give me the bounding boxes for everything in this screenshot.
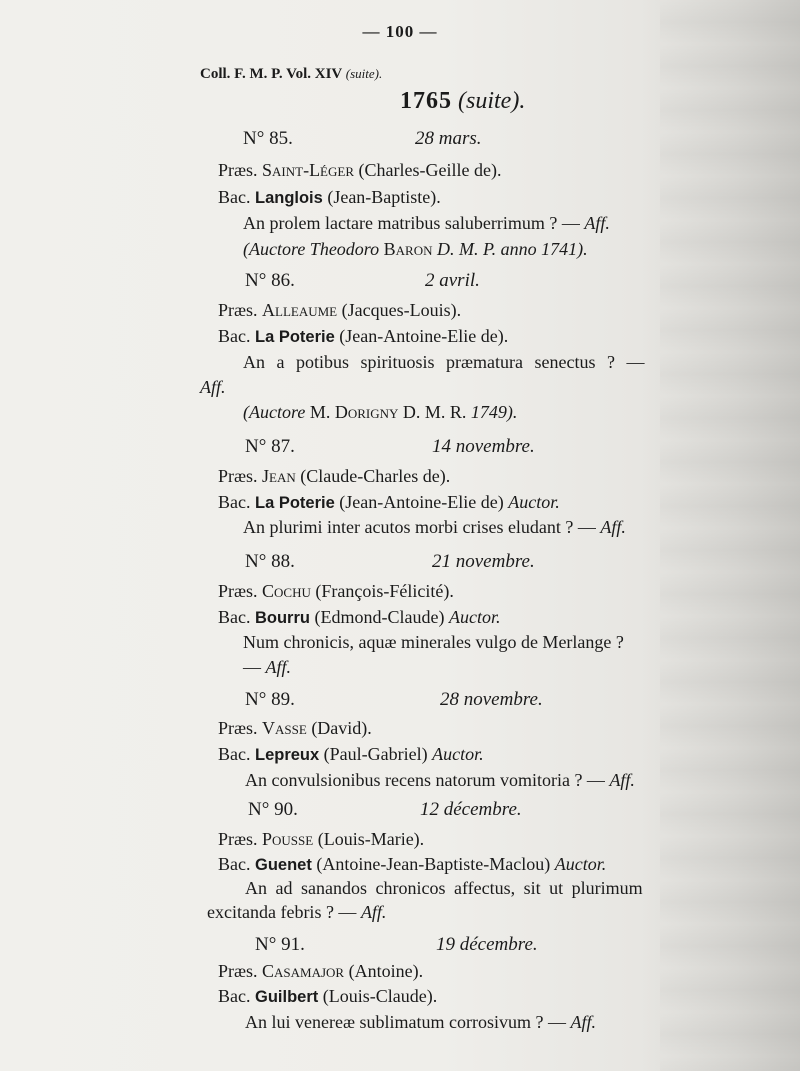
entry-number: N° 86. [245,270,295,291]
question-text: An prolem lactare matribus saluberrimum ? — [243,213,580,233]
answer-text: Aff. [200,377,226,397]
praeses-name: Pousse [262,829,314,849]
praeses-details: (Charles-Geille de). [358,160,502,180]
bachelor-details: (Paul-Gabriel) [323,744,428,764]
bachelor-details: (Jean-Antoine-Elie de). [339,326,509,346]
praeses-prefix: Præs. [218,829,258,849]
question-continued: — [243,657,261,677]
answer-text: Aff. [570,1012,596,1032]
entry-number: N° 85. [243,128,293,149]
entry-date: 28 novembre. [440,689,543,710]
praeses-line [218,160,501,181]
praeses-details: (François-Félicité). [315,581,454,601]
question-text: An plurimi inter acutos morbi crises eludant ? — [243,517,596,537]
thesis-question [243,213,610,234]
thesis-question [243,352,644,373]
answer-text: Aff. [609,770,635,790]
page-number: — 100 — [362,22,438,41]
note-part: (Auctore [243,402,306,422]
entry-date: 12 décembre. [420,799,522,820]
bachelor-name: Lepreux [254,746,320,764]
praeses-name: Casamajor [262,961,345,981]
praeses-prefix: Præs. [218,718,258,738]
year-suite: (suite). [458,88,526,114]
praeses-name: Alleaume [262,300,338,320]
bachelor-line [218,744,484,765]
note-year: 1749). [470,402,518,422]
note-part: D. M. P. anno 1741). [437,239,588,259]
praeses-details: (Antoine). [348,961,424,981]
note-part: D. M. R. [402,402,467,422]
bachelor-details: (Jean-Baptiste). [327,187,441,207]
author-note [243,402,517,423]
thesis-question [245,770,635,791]
thesis-question [245,1012,596,1033]
question-text: An ad sanandos chronicos affectus, sit ut plurimum [245,878,643,898]
bachelor-prefix: Bac. [218,607,251,627]
bachelor-details: (Edmond-Claude) [314,607,445,627]
praeses-name: Saint-Léger [262,160,355,180]
praeses-prefix: Præs. [218,581,258,601]
bachelor-name: Guilbert [254,988,319,1006]
entry-date: 28 mars. [415,128,482,149]
bachelor-line [218,187,441,208]
collection-suite: (suite). [345,66,383,81]
praeses-details: (Claude-Charles de). [300,466,451,486]
bachelor-name: Guenet [254,856,312,874]
entry-date: 21 novembre. [432,551,535,572]
bachelor-line [218,607,500,628]
answer-text: Aff. [600,517,626,537]
entry-number: N° 87. [245,436,295,457]
bachelor-details: (Jean-Antoine-Elie de) [339,492,504,512]
year-heading [400,88,525,115]
bachelor-prefix: Bac. [218,492,251,512]
year-value: 1765 [400,88,452,114]
note-part: (Auctore Theodoro [243,239,380,259]
praeses-line [218,300,461,321]
bachelor-auctor: Auctor. [432,744,484,764]
praeses-prefix: Præs. [218,466,258,486]
bachelor-auctor: Auctor. [448,607,501,627]
note-author: Baron [383,239,433,259]
collection-header [200,66,382,83]
entry-number: N° 90. [248,799,298,820]
bachelor-prefix: Bac. [218,187,251,207]
bachelor-name: Bourru [254,609,310,627]
bachelor-prefix: Bac. [218,326,251,346]
praeses-line [218,466,450,487]
bachelor-line [218,854,606,875]
entry-date: 14 novembre. [432,436,535,457]
bachelor-name: La Poterie [254,494,335,512]
answer-text: Aff. [265,657,291,677]
bachelor-line [218,492,560,513]
praeses-details: (Louis-Marie). [317,829,425,849]
entry-date: 2 avril. [425,270,480,291]
bachelor-name: Langlois [254,189,323,207]
entry-number: N° 89. [245,689,295,710]
thesis-question [243,632,624,653]
bachelor-line [218,326,508,347]
question-continued: excitanda febris ? — [207,902,357,922]
bachelor-details: (Louis-Claude). [322,986,438,1006]
praeses-prefix: Præs. [218,961,258,981]
praeses-name: Jean [262,466,296,486]
praeses-name: Cochu [262,581,311,601]
bachelor-auctor: Auctor. [508,492,560,512]
bachelor-details: (Antoine-Jean-Baptiste-Maclou) [316,854,551,874]
thesis-answer [200,377,226,398]
thesis-question [243,517,626,538]
praeses-name: Vasse [262,718,307,738]
entry-number: N° 91. [255,934,305,955]
bachelor-line [218,986,437,1007]
collection-label: Coll. F. M. P. Vol. XIV [200,66,342,82]
thesis-answer [243,657,291,678]
note-author: M. Dorigny [309,402,399,422]
praeses-line [218,581,454,602]
question-text: Num chronicis, aquæ minerales vulgo de Merlange ? [243,632,624,652]
thesis-question [245,878,643,899]
question-text: An lui venereæ sublimatum corrosivum ? — [245,1012,566,1032]
question-text: An a potibus spirituosis præmatura senectus ? — [243,352,645,372]
praeses-line [218,718,372,739]
bachelor-prefix: Bac. [218,854,251,874]
entry-date: 19 décembre. [436,934,538,955]
show-through-shading [660,0,800,1071]
answer-text: Aff. [360,902,387,922]
praeses-line [218,961,423,982]
thesis-answer [207,902,386,923]
question-text: An convulsionibus recens natorum vomitoria ? — [245,770,605,790]
bachelor-prefix: Bac. [218,986,251,1006]
entry-number: N° 88. [245,551,295,572]
answer-text: Aff. [584,213,610,233]
bachelor-prefix: Bac. [218,744,251,764]
author-note [243,239,588,260]
praeses-prefix: Præs. [218,300,258,320]
praeses-details: (Jacques-Louis). [341,300,462,320]
bachelor-auctor: Auctor. [554,854,607,874]
praeses-details: (David). [311,718,372,738]
praeses-line [218,829,424,850]
praeses-prefix: Præs. [218,160,258,180]
bachelor-name: La Poterie [254,328,335,346]
